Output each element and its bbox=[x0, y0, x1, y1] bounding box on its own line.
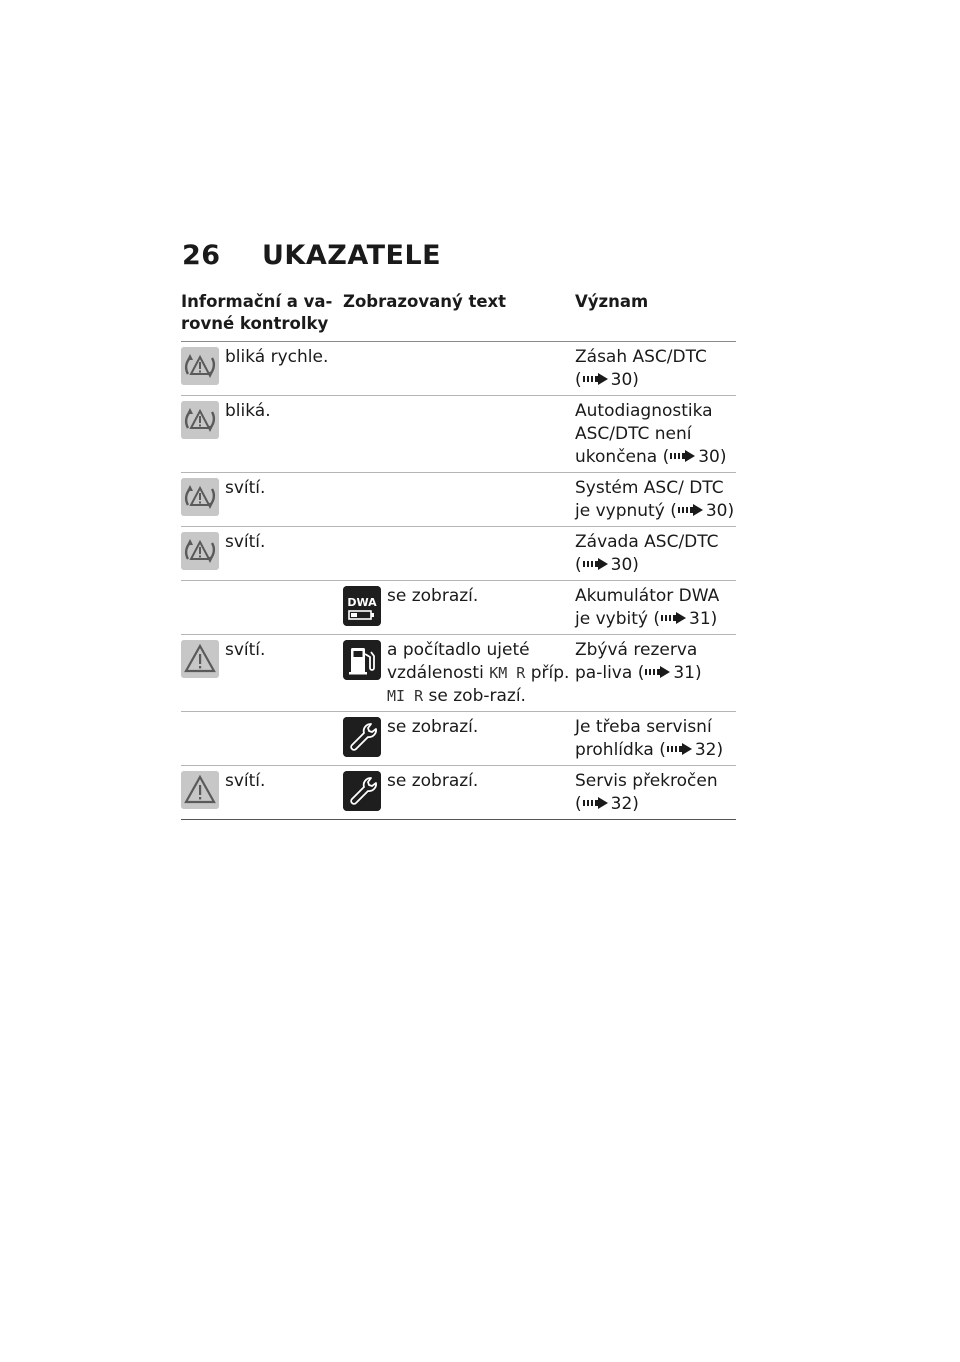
meaning: Zásah ASC/DTC ( 30) bbox=[575, 342, 736, 396]
reference-arrow-icon bbox=[661, 612, 687, 624]
indicator-table bbox=[181, 289, 736, 820]
meaning: Servis překročen ( 32) bbox=[575, 766, 736, 820]
dwa-battery-icon bbox=[343, 586, 381, 626]
lamp-state: svítí. bbox=[225, 640, 266, 660]
meaning: Je třeba servisní prohlídka ( 32) bbox=[575, 712, 736, 766]
meaning: Akumulátor DWA je vybitý ( 31) bbox=[575, 581, 736, 635]
general-warning-icon bbox=[181, 640, 219, 678]
table-row bbox=[181, 635, 736, 712]
display-text bbox=[343, 527, 575, 581]
asc-dtc-warning-icon bbox=[181, 478, 219, 516]
lamp-state: svítí. bbox=[225, 478, 266, 498]
reference-arrow-icon bbox=[645, 666, 671, 678]
page-reference[interactable]: ( 30) bbox=[662, 447, 727, 467]
header-meaning: Význam bbox=[575, 289, 736, 342]
table-row bbox=[181, 712, 736, 766]
page-heading bbox=[182, 240, 441, 271]
page-reference[interactable]: ( 32) bbox=[659, 740, 724, 760]
display-text bbox=[343, 342, 575, 396]
display-text bbox=[343, 396, 575, 473]
km-reserve-readout: KM R bbox=[489, 664, 526, 682]
reference-arrow-icon bbox=[678, 504, 704, 516]
lamp-empty bbox=[181, 712, 343, 766]
asc-dtc-warning-icon bbox=[181, 347, 219, 385]
meaning: Systém ASC/ DTC je vypnutý ( 30) bbox=[575, 473, 736, 527]
meaning: Závada ASC/DTC ( 30) bbox=[575, 527, 736, 581]
page-title: UKAZATELE bbox=[262, 240, 442, 271]
page-reference[interactable]: ( 32) bbox=[575, 794, 639, 814]
table-header-row bbox=[181, 289, 736, 342]
general-warning-icon bbox=[181, 771, 219, 809]
wrench-icon bbox=[343, 717, 381, 757]
page-number: 26 bbox=[182, 240, 221, 271]
asc-dtc-warning-icon bbox=[181, 401, 219, 439]
reference-arrow-icon bbox=[583, 558, 609, 570]
fuel-pump-icon bbox=[343, 640, 381, 680]
page-reference[interactable]: ( 30) bbox=[670, 501, 735, 521]
reference-arrow-icon bbox=[583, 797, 609, 809]
meaning: Autodiagnostika ASC/DTC není ukončena ( 30) bbox=[575, 396, 736, 473]
table-row bbox=[181, 396, 736, 473]
reference-arrow-icon bbox=[583, 373, 609, 385]
display-text: a počítadlo ujeté vzdálenosti KM R příp. MI R se zob-razí. bbox=[387, 640, 570, 706]
table-row bbox=[181, 527, 736, 581]
page-reference[interactable]: ( 31) bbox=[637, 663, 702, 683]
lamp-empty bbox=[181, 581, 343, 635]
mi-reserve-readout: MI R bbox=[387, 687, 424, 705]
lamp-state: bliká. bbox=[225, 401, 271, 421]
table-row bbox=[181, 766, 736, 820]
reference-arrow-icon bbox=[670, 450, 696, 462]
lamp-state: bliká rychle. bbox=[225, 347, 329, 367]
page-reference[interactable]: ( 30) bbox=[575, 370, 639, 390]
reference-arrow-icon bbox=[667, 743, 693, 755]
display-text: se zobrazí. bbox=[387, 586, 479, 606]
table-row bbox=[181, 342, 736, 396]
lamp-state: svítí. bbox=[225, 532, 266, 552]
header-display-text: Zobrazovaný text bbox=[343, 289, 575, 342]
meaning: Zbývá rezerva pa-liva ( 31) bbox=[575, 635, 736, 712]
display-text: se zobrazí. bbox=[387, 771, 479, 791]
page-reference[interactable]: ( 30) bbox=[575, 555, 639, 575]
table-row bbox=[181, 473, 736, 527]
display-text bbox=[343, 473, 575, 527]
table-row bbox=[181, 581, 736, 635]
lamp-state: svítí. bbox=[225, 771, 266, 791]
wrench-icon bbox=[343, 771, 381, 811]
display-text: se zobrazí. bbox=[387, 717, 479, 737]
page-reference[interactable]: ( 31) bbox=[653, 609, 718, 629]
asc-dtc-warning-icon bbox=[181, 532, 219, 570]
header-indicator-lights: Informační a va- rovné kontrolky bbox=[181, 289, 343, 342]
